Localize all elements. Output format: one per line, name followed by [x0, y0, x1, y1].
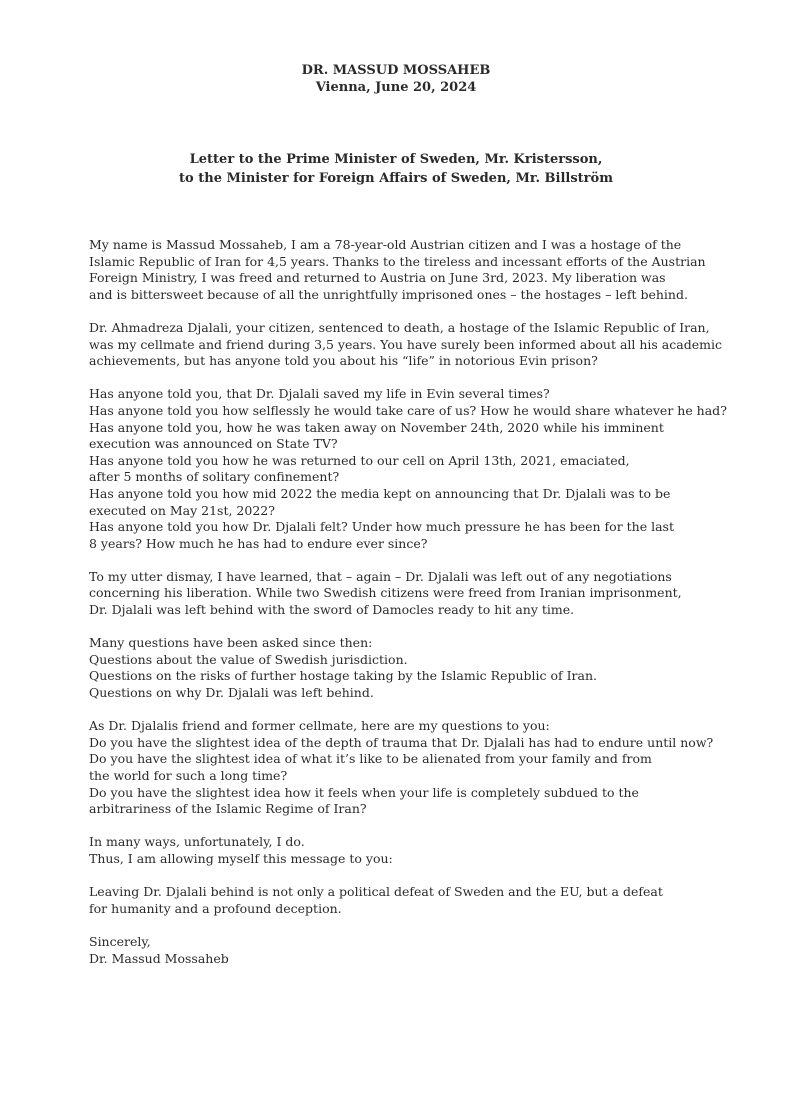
text-line: concerning his liberation. While two Swedish citizens were freed from Iranian imprisonment,: [89, 585, 682, 601]
text-line: Islamic Republic of Iran for 4,5 years. Thanks to the tireless and incessant efforts of the Austrian: [89, 253, 706, 269]
paragraph: [89, 569, 749, 619]
text-line: Do you have the slightest idea how it feels when your life is completely subdued to the: [89, 784, 639, 800]
text-line: Has anyone told you how mid 2022 the media kept on announcing that Dr. Djalali was to be: [89, 485, 671, 501]
paragraph: [89, 237, 749, 303]
text-line: achievements, but has anyone told you about his “life” in notorious Evin prison?: [89, 353, 598, 369]
text-line: Dr. Djalali was left behind with the sword of Damocles ready to hit any time.: [89, 602, 575, 618]
signature-block: [89, 934, 749, 967]
subject-line-1: Letter to the Prime Minister of Sweden, Mr. Kristersson,: [189, 152, 603, 167]
text-line: 8 years? How much he has had to endure ever since?: [89, 535, 428, 551]
paragraph: [89, 834, 749, 867]
text-line: Sincerely,: [89, 933, 151, 949]
text-line: executed on May 21st, 2022?: [89, 502, 275, 518]
letter-subject: [0, 150, 792, 188]
text-line: In many ways, unfortunately, I do.: [89, 834, 305, 850]
text-line: Dr. Massud Mossaheb: [89, 950, 229, 966]
place-date: Vienna, June 20, 2024: [315, 80, 477, 95]
text-line: Thus, I am allowing myself this message to you:: [89, 850, 393, 866]
text-line: the world for such a long time?: [89, 768, 288, 783]
text-line: Has anyone told you how Dr. Djalali felt? Under how much pressure he has been for the last: [89, 519, 674, 535]
text-line: was my cellmate and friend during 3,5 years. You have surely been informed about all his academic: [89, 336, 722, 352]
text-line: for humanity and a profound deception.: [89, 900, 342, 916]
letter-body: [89, 237, 749, 984]
text-line: Has anyone told you how selflessly he would take care of us? How he would share whatever he had?: [89, 402, 727, 418]
text-line: and is bittersweet because of all the unrightfully imprisoned ones – the hostages – left behind.: [89, 286, 688, 302]
text-line: Many questions have been asked since then:: [89, 635, 373, 651]
text-line: Do you have the slightest idea of what it’s like to be alienated from your family and from: [89, 751, 652, 767]
text-line: Questions on the risks of further hostage taking by the Islamic Republic of Iran.: [89, 668, 598, 684]
text-line: To my utter dismay, I have learned, that – again – Dr. Djalali was left out of any negotiations: [89, 568, 672, 584]
text-line: Has anyone told you, how he was taken away on November 24th, 2020 while his imminent: [89, 419, 664, 435]
text-line: arbitrariness of the Islamic Regime of Iran?: [89, 801, 367, 817]
text-line: Dr. Ahmadreza Djalali, your citizen, sentenced to death, a hostage of the Islamic Republic of Iran,: [89, 319, 710, 335]
letter-header: [0, 62, 792, 96]
paragraph: [89, 386, 749, 552]
text-line: Do you have the slightest idea of the depth of trauma that Dr. Djalali has had to endure until now?: [89, 734, 714, 750]
paragraph: [89, 635, 749, 701]
subject-line-2: to the Minister for Foreign Affairs of Sweden, Mr. Billström: [179, 171, 613, 186]
paragraph: [89, 884, 749, 917]
paragraph: [89, 718, 749, 818]
text-line: Questions on why Dr. Djalali was left behind.: [89, 685, 374, 701]
text-line: execution was announced on State TV?: [89, 436, 338, 452]
text-line: Has anyone told you how he was returned to our cell on April 13th, 2021, emaciated,: [89, 452, 630, 468]
text-line: Has anyone told you, that Dr. Djalali saved my life in Evin several times?: [89, 386, 550, 402]
text-line: My name is Massud Mossaheb, I am a 78-year-old Austrian citizen and I was a hostage of the: [89, 237, 682, 252]
author-name: DR. MASSUD MOSSAHEB: [301, 63, 491, 78]
text-line: Foreign Ministry, I was freed and returned to Austria on June 3rd, 2023. My liberation was: [89, 270, 666, 286]
paragraph: [89, 320, 749, 370]
text-line: after 5 months of solitary confinement?: [89, 469, 340, 485]
text-line: Questions about the value of Swedish jurisdiction.: [89, 651, 408, 667]
text-line: As Dr. Djalalis friend and former cellmate, here are my questions to you:: [89, 718, 550, 734]
text-line: Leaving Dr. Djalali behind is not only a political defeat of Sweden and the EU, but a defeat: [89, 884, 663, 900]
